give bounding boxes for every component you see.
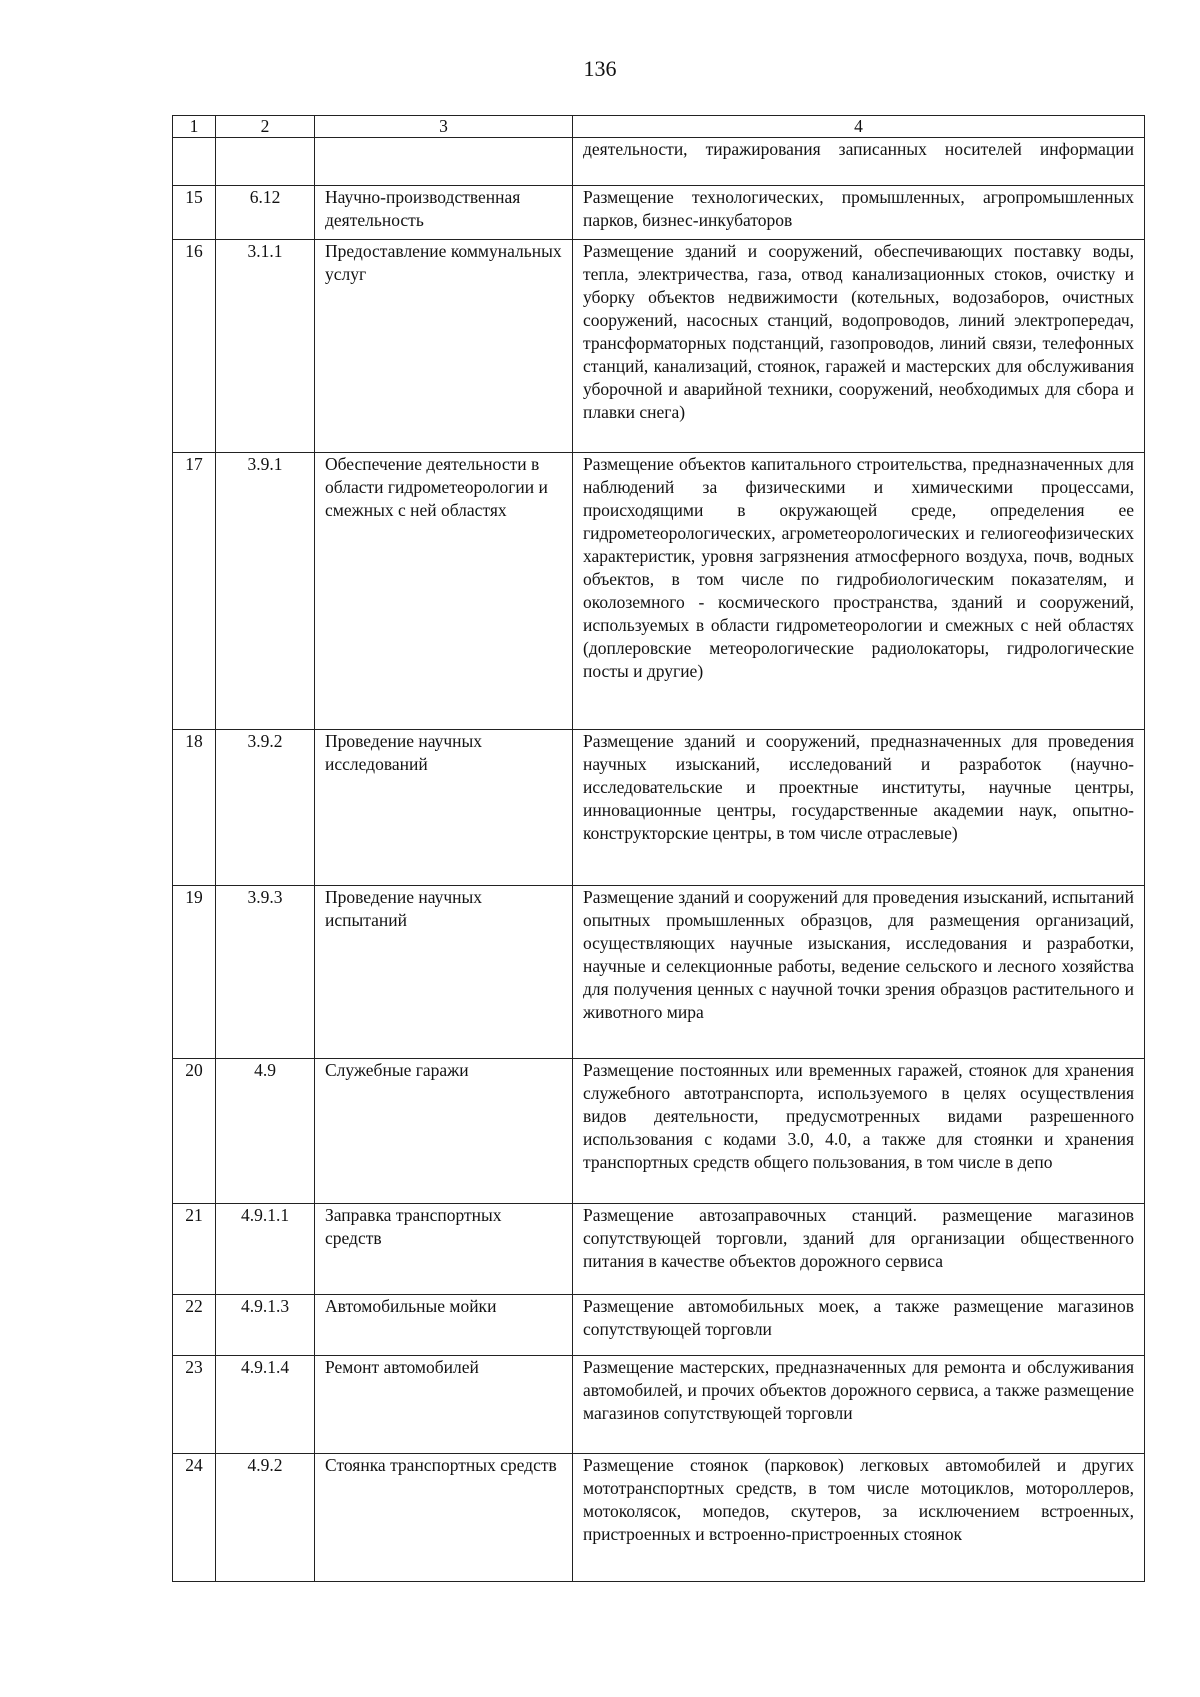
use-description: Размещение зданий и сооружений, обеспечивающих поставку воды, тепла, электричества, газа, отвод канализационных стоков, очистку и уборку объектов недвижимости (котельных, водозаборов, очистных сооружений, насосных станций, водопроводов, линий электропередач, трансформаторных подстанций, газопроводов, линий связи, телефонных станций, канализаций, стоянок, гаражей и мастерских для обслуживания уборочной и аварийной техники, сооружений, необходимых для сбора и плавки снега) bbox=[573, 240, 1145, 453]
page-number: 136 bbox=[583, 56, 617, 81]
table-row bbox=[173, 1356, 1145, 1454]
use-name: Автомобильные мойки bbox=[315, 1295, 573, 1356]
use-description: Размещение зданий и сооружений, предназначенных для проведения научных изысканий, исследований и разработок (научно-исследовательские и проектные институты, научные центры, инновационные центры, государственные академии наук, опытно-конструкторские центры, в том числе отраслевые) bbox=[573, 730, 1145, 886]
use-code bbox=[216, 138, 315, 186]
table-row bbox=[173, 1454, 1145, 1582]
use-description: Размещение технологических, промышленных, агропромышленных парков, бизнес-инкубаторов bbox=[573, 186, 1145, 240]
header-col-2: 2 bbox=[216, 116, 315, 138]
use-description: Размещение мастерских, предназначенных для ремонта и обслуживания автомобилей, и прочих объектов дорожного сервиса, а также размещение магазинов сопутствующей торговли bbox=[573, 1356, 1145, 1454]
use-code: 3.9.3 bbox=[216, 886, 315, 1059]
use-name: Стоянка транспортных средств bbox=[315, 1454, 573, 1582]
use-name: Обеспечение деятельности в области гидрометеорологии и смежных с ней областях bbox=[315, 453, 573, 730]
table-body bbox=[173, 116, 1145, 1582]
table-row bbox=[173, 453, 1145, 730]
row-number: 17 bbox=[173, 453, 216, 730]
table-row bbox=[173, 1059, 1145, 1204]
use-description: Размещение зданий и сооружений для проведения изысканий, испытаний опытных промышленных образцов, для размещения организаций, осуществляющих научные изыскания, исследования и разработки, научные и селекционные работы, ведение сельского и лесного хозяйства для получения ценных с научной точки зрения образцов растительного и животного мира bbox=[573, 886, 1145, 1059]
use-name: Проведение научных исследований bbox=[315, 730, 573, 886]
table-row bbox=[173, 730, 1145, 886]
row-number: 24 bbox=[173, 1454, 216, 1582]
use-name: Предоставление коммунальных услуг bbox=[315, 240, 573, 453]
table-header-row bbox=[173, 116, 1145, 138]
use-name: Проведение научных испытаний bbox=[315, 886, 573, 1059]
use-description: деятельности, тиражирования записанных носителей информации bbox=[573, 138, 1145, 186]
use-description: Размещение постоянных или временных гаражей, стоянок для хранения служебного автотранспорта, используемого в целях осуществления видов деятельности, предусмотренных видами разрешенного использования с кодами 3.0, 4.0, а также для стоянки и хранения транспортных средств общего пользования, в том числе в депо bbox=[573, 1059, 1145, 1204]
use-description: Размещение стоянок (парковок) легковых автомобилей и других мототранспортных средств, в том числе мотоциклов, мотороллеров, мотоколясок, мопедов, скутеров, за исключением встроенных, пристроенных и встроенно-пристроенных стоянок bbox=[573, 1454, 1145, 1582]
use-code: 6.12 bbox=[216, 186, 315, 240]
row-number: 18 bbox=[173, 730, 216, 886]
table-row bbox=[173, 240, 1145, 453]
header-col-3: 3 bbox=[315, 116, 573, 138]
use-code: 4.9.1.3 bbox=[216, 1295, 315, 1356]
row-number: 23 bbox=[173, 1356, 216, 1454]
use-code: 4.9.2 bbox=[216, 1454, 315, 1582]
row-number: 15 bbox=[173, 186, 216, 240]
header-col-1: 1 bbox=[173, 116, 216, 138]
use-name: Заправка транспортных средств bbox=[315, 1204, 573, 1295]
header-col-4: 4 bbox=[573, 116, 1145, 138]
use-name: Служебные гаражи bbox=[315, 1059, 573, 1204]
use-name: Ремонт автомобилей bbox=[315, 1356, 573, 1454]
table-row bbox=[173, 138, 1145, 186]
use-description: Размещение автомобильных моек, а также размещение магазинов сопутствующей торговли bbox=[573, 1295, 1145, 1356]
row-number: 20 bbox=[173, 1059, 216, 1204]
row-number: 19 bbox=[173, 886, 216, 1059]
use-code: 3.9.2 bbox=[216, 730, 315, 886]
table-row bbox=[173, 186, 1145, 240]
row-number: 16 bbox=[173, 240, 216, 453]
table-row bbox=[173, 1295, 1145, 1356]
use-code: 4.9.1.4 bbox=[216, 1356, 315, 1454]
use-description: Размещение объектов капитального строительства, предназначенных для наблюдений за физическими и химическими процессами, происходящими в окружающей среде, определения ее гидрометеорологических, агрометеорологических и гелиогеофизических характеристик, уровня загрязнения атмосферного воздуха, почв, водных объектов, в том числе по гидробиологическим показателям, и околоземного - космического пространства, зданий и сооружений, используемых в области гидрометеорологии и смежных с ней областях (доплеровские метеорологические радиолокаторы, гидрологические посты и другие) bbox=[573, 453, 1145, 730]
use-name bbox=[315, 138, 573, 186]
row-number: 21 bbox=[173, 1204, 216, 1295]
use-code: 3.9.1 bbox=[216, 453, 315, 730]
use-description: Размещение автозаправочных станций. размещение магазинов сопутствующей торговли, зданий для организации общественного питания в качестве объектов дорожного сервиса bbox=[573, 1204, 1145, 1295]
row-number: 22 bbox=[173, 1295, 216, 1356]
use-code: 4.9 bbox=[216, 1059, 315, 1204]
table-row bbox=[173, 1204, 1145, 1295]
row-number bbox=[173, 138, 216, 186]
zoning-table bbox=[172, 115, 1145, 1582]
table-row bbox=[173, 886, 1145, 1059]
use-code: 4.9.1.1 bbox=[216, 1204, 315, 1295]
use-name: Научно-производственная деятельность bbox=[315, 186, 573, 240]
use-code: 3.1.1 bbox=[216, 240, 315, 453]
